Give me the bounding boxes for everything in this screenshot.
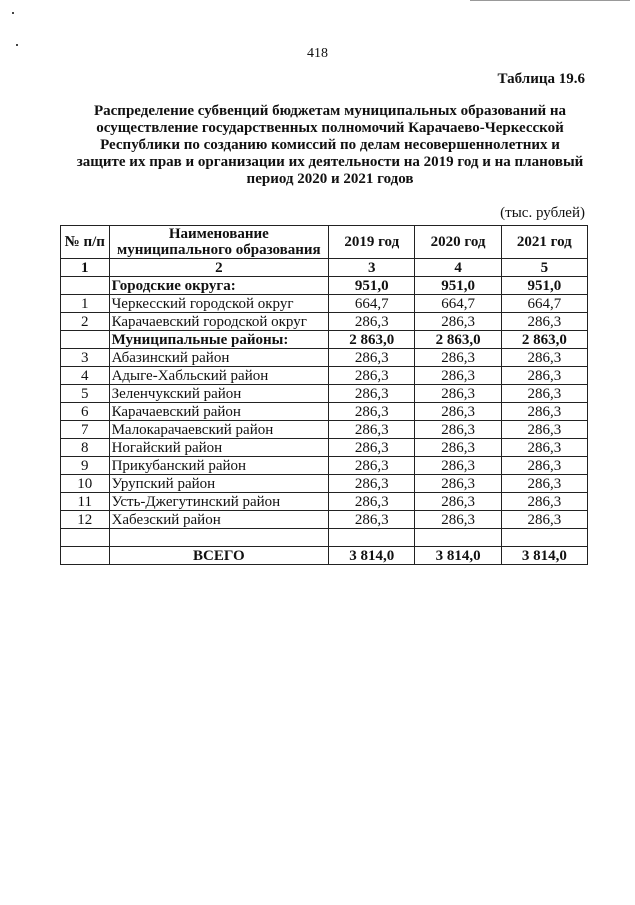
group-row [61,331,588,349]
row-2021: 286,3 [501,493,587,511]
row-2020: 286,3 [415,349,501,367]
table-row [61,493,588,511]
row-2021: 286,3 [501,367,587,385]
row-2020: 286,3 [415,385,501,403]
empty-row [61,529,588,547]
total-label: ВСЕГО [109,547,329,565]
row-2020: 664,7 [415,295,501,313]
row-name: Урупский район [109,475,329,493]
total-2019: 3 814,0 [329,547,415,565]
title-line: осуществление государственных полномочий Карачаево-Черкесской [96,120,564,136]
row-2020: 286,3 [415,421,501,439]
column-index-row [61,259,588,277]
row-2021: 286,3 [501,511,587,529]
row-2020: 951,0 [415,277,501,295]
row-2020: 286,3 [415,475,501,493]
page-number: 418 [307,46,328,61]
header-name: Наименование муниципального образования [109,226,329,259]
row-2021: 286,3 [501,439,587,457]
row-num: 3 [61,349,110,367]
row-2019: 286,3 [329,403,415,421]
header-2019: 2019 год [329,226,415,259]
row-name: Городские округа: [109,277,329,295]
row-2020: 286,3 [415,367,501,385]
row-2019: 286,3 [329,439,415,457]
table-row [61,403,588,421]
row-num: 7 [61,421,110,439]
table-row [61,295,588,313]
column-index: 4 [415,259,501,277]
units-label: (тыс. рублей) [500,205,585,221]
row-2020: 286,3 [415,313,501,331]
header-num: № п/п [61,226,110,259]
row-2019: 286,3 [329,511,415,529]
row-2019: 286,3 [329,421,415,439]
row-num: 8 [61,439,110,457]
row-name: Карачаевский район [109,403,329,421]
row-num: 11 [61,493,110,511]
header-2020: 2020 год [415,226,501,259]
row-2021: 286,3 [501,349,587,367]
row-num: 9 [61,457,110,475]
row-num [61,331,110,349]
row-name: Прикубанский район [109,457,329,475]
row-name: Ногайский район [109,439,329,457]
table-row [61,457,588,475]
table-number: Таблица 19.6 [497,71,585,87]
row-num: 6 [61,403,110,421]
row-num: 1 [61,295,110,313]
table-row [61,421,588,439]
title-line: Распределение субвенций бюджетам муниципальных образований на [93,103,566,119]
column-index: 1 [61,259,110,277]
total-2020: 3 814,0 [415,547,501,565]
row-name: Зеленчукский район [109,385,329,403]
row-name: Черкесский городской округ [109,295,329,313]
row-num [61,277,110,295]
row-2020: 286,3 [415,403,501,421]
column-index: 5 [501,259,587,277]
scan-mark [16,44,18,46]
row-2019: 2 863,0 [329,331,415,349]
table-header-row [61,226,588,259]
row-2019: 286,3 [329,493,415,511]
column-index: 2 [109,259,329,277]
row-name: Карачаевский городской округ [109,313,329,331]
table-row [61,367,588,385]
row-2019: 286,3 [329,457,415,475]
table-row [61,475,588,493]
title-line: период 2020 и 2021 годов [246,171,414,187]
subsidy-table [60,225,588,565]
table-row [61,349,588,367]
header-2021: 2021 год [501,226,587,259]
table-row [61,439,588,457]
row-name: Муниципальные районы: [109,331,329,349]
row-2021: 286,3 [501,457,587,475]
row-2020: 286,3 [415,457,501,475]
row-2021: 286,3 [501,421,587,439]
row-2019: 286,3 [329,349,415,367]
row-2021: 664,7 [501,295,587,313]
row-name: Хабезский район [109,511,329,529]
row-2019: 951,0 [329,277,415,295]
row-name: Адыге-Хабльский район [109,367,329,385]
row-2021: 951,0 [501,277,587,295]
table-row [61,385,588,403]
title-line: защите их прав и организации их деятельности на 2019 год и на плановый [76,154,584,170]
row-2021: 286,3 [501,475,587,493]
table-row [61,313,588,331]
row-2020: 286,3 [415,493,501,511]
row-2020: 286,3 [415,439,501,457]
row-num: 12 [61,511,110,529]
total-2021: 3 814,0 [501,547,587,565]
row-num: 2 [61,313,110,331]
row-2019: 286,3 [329,367,415,385]
row-2020: 286,3 [415,511,501,529]
row-2021: 286,3 [501,403,587,421]
total-row [61,547,588,565]
row-num: 10 [61,475,110,493]
scan-mark [470,0,630,1]
table-row [61,511,588,529]
row-2021: 286,3 [501,313,587,331]
row-2019: 286,3 [329,385,415,403]
group-row [61,277,588,295]
row-name: Абазинский район [109,349,329,367]
row-2019: 286,3 [329,475,415,493]
row-2021: 286,3 [501,385,587,403]
row-2019: 286,3 [329,313,415,331]
row-num: 4 [61,367,110,385]
scan-mark [12,12,14,14]
row-name: Усть-Джегутинский район [109,493,329,511]
row-2021: 2 863,0 [501,331,587,349]
column-index: 3 [329,259,415,277]
row-name: Малокарачаевский район [109,421,329,439]
row-2020: 2 863,0 [415,331,501,349]
title-line: Республики по созданию комиссий по делам несовершеннолетних и [100,137,560,153]
row-num: 5 [61,385,110,403]
document-title [50,103,610,188]
row-2019: 664,7 [329,295,415,313]
